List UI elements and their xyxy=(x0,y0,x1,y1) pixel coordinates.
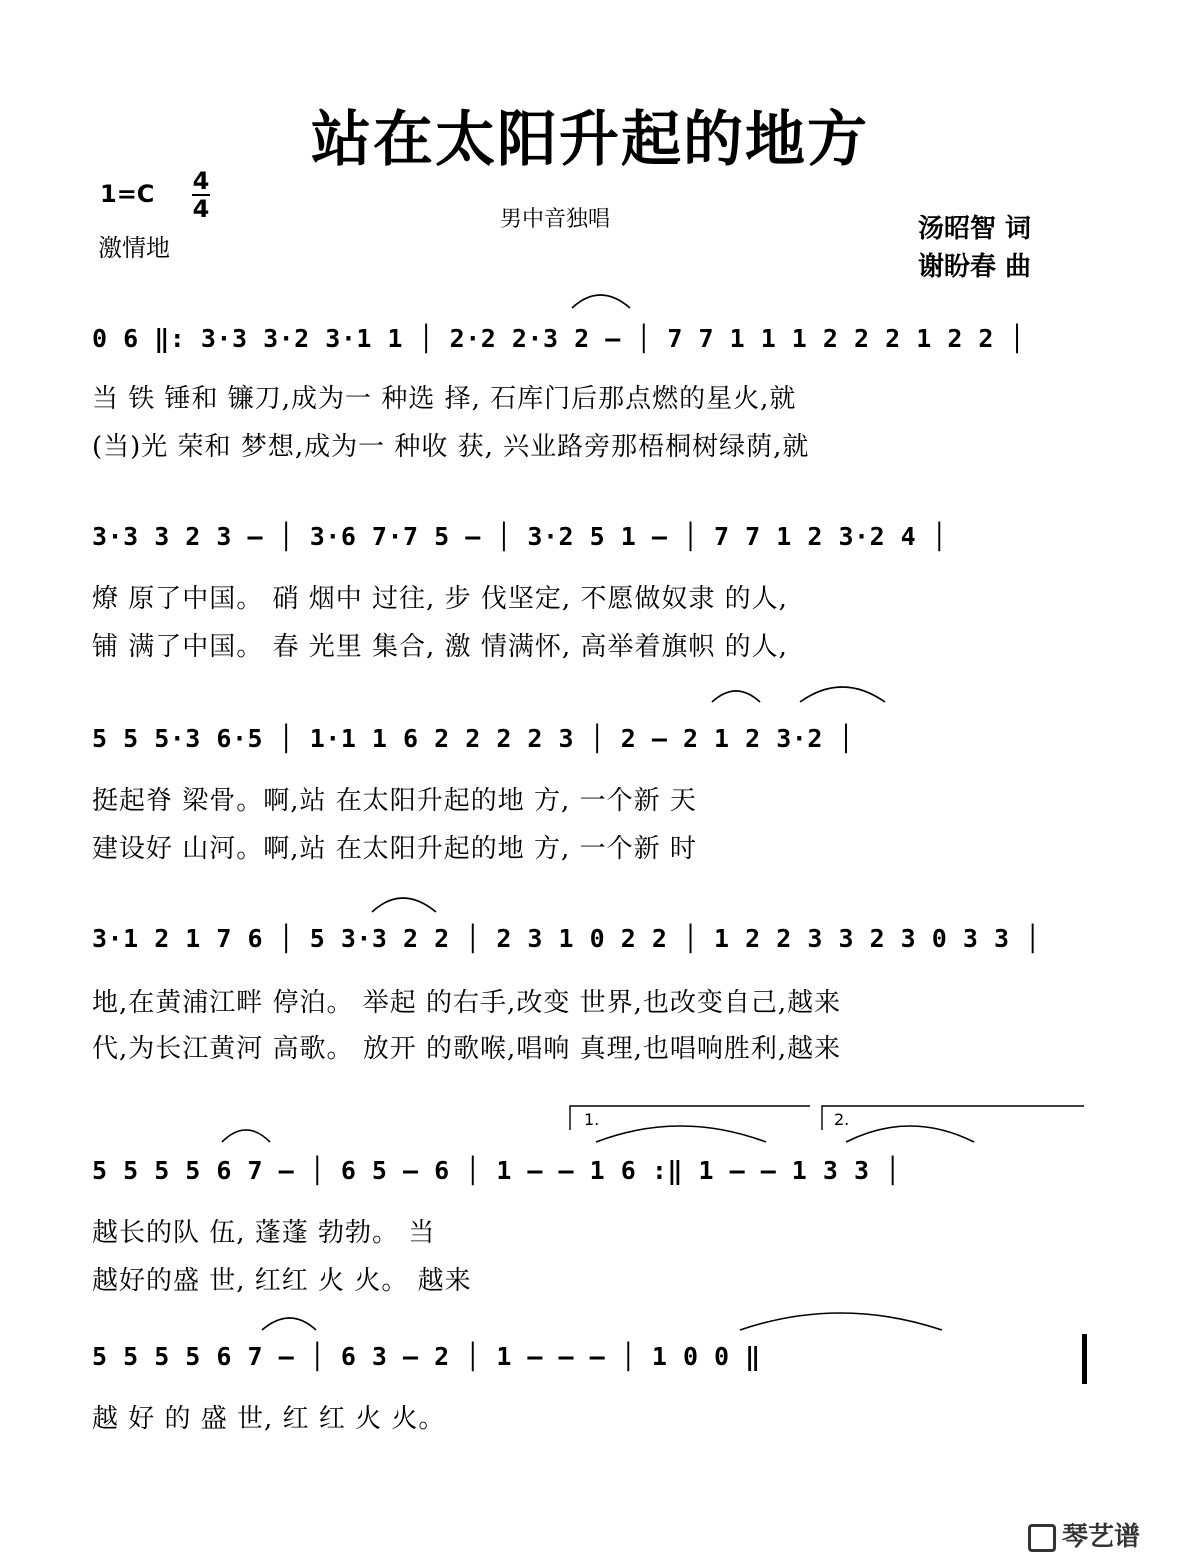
score-row-3 xyxy=(92,714,1092,764)
lyric-line-5b: 越好的盛 世, 红红 火 火。 越来 xyxy=(92,1266,472,1296)
notation-line: 5 5 5·3 6·5 │ 1·1 1 6 2 2 2 2 3 │ 2 – 2 1 2 3·2 │ xyxy=(92,724,855,753)
lyric-line-5a: 越长的队 伍, 蓬蓬 勃勃。 当 xyxy=(92,1218,436,1248)
volta-2-bracket xyxy=(822,1106,1084,1130)
slur xyxy=(262,1318,316,1330)
lyric-line-6a: 越 好 的 盛 世, 红 红 火 火。 xyxy=(92,1404,446,1434)
tempo-marking: 激情地 xyxy=(98,234,170,262)
slur xyxy=(222,1130,270,1142)
score-row-4 xyxy=(92,914,1092,964)
notation-line: 5 5 5 5 6 7 – │ 6 5 – 6 │ 1 – – 1 6 :‖ 1 – – 1 3 3 │ xyxy=(92,1156,901,1185)
time-signature-bottom: 4 xyxy=(192,195,210,223)
volta-2-label: 2. xyxy=(834,1110,850,1129)
notation-line: 3·3 3 2 3 – │ 3·6 7·7 5 – │ 3·2 5 1 – │ 7 7 1 2 3·2 4 │ xyxy=(92,522,948,551)
slur xyxy=(712,691,760,702)
notation-line: 3·1 2 1 7 6 │ 5 3·3 2 2 │ 2 3 1 0 2 2 │ 1 2 2 3 3 2 3 0 3 3 │ xyxy=(92,924,1041,953)
volta-1-label: 1. xyxy=(584,1110,600,1129)
time-signature-top: 4 xyxy=(192,167,210,195)
slur xyxy=(596,1126,766,1142)
lyric-line-1a: 当 铁 锤和 镰刀,成为一 种选 择, 石库门后那点燃的星火,就 xyxy=(92,384,797,414)
notation-line: 5 5 5 5 6 7 – │ 6 3 – 2 │ 1 – – – │ 1 0 0 ‖ xyxy=(92,1342,761,1371)
score-row-2 xyxy=(92,512,1092,562)
slur xyxy=(800,687,885,702)
lyric-line-4a: 地,在黄浦江畔 停泊。 举起 的右手,改变 世界,也改变自己,越来 xyxy=(92,988,842,1018)
logo-icon xyxy=(1028,1524,1056,1552)
lyric-line-4b: 代,为长江黄河 高歌。 放开 的歌喉,唱响 真理,也唱响胜利,越来 xyxy=(92,1034,842,1064)
song-title: 站在太阳升起的地方 xyxy=(311,105,869,175)
score-row-6 xyxy=(92,1332,1092,1382)
slur xyxy=(846,1126,974,1142)
performance-note: 男中音独唱 xyxy=(500,207,611,232)
key-signature: 1=C xyxy=(100,180,155,208)
composer-credit: 谢盼春 曲 xyxy=(918,252,1032,282)
lyric-line-3a: 挺起脊 梁骨。啊,站 在太阳升起的地 方, 一个新 天 xyxy=(92,786,697,816)
lyric-line-3b: 建设好 山河。啊,站 在太阳升起的地 方, 一个新 时 xyxy=(92,834,697,864)
score-row-5 xyxy=(92,1146,1092,1196)
lyric-line-2a: 燎 原了中国。 硝 烟中 过往, 步 伐坚定, 不愿做奴隶 的人, xyxy=(92,584,788,614)
slur xyxy=(572,295,630,308)
slur xyxy=(740,1313,942,1330)
notation-line: 0 6 ‖: 3·3 3·2 3·1 1 │ 2·2 2·3 2 – │ 7 7 1 1 1 2 2 2 1 2 2 │ xyxy=(92,324,1026,353)
lyric-line-2b: 铺 满了中国。 春 光里 集合, 激 情满怀, 高举着旗帜 的人, xyxy=(92,632,788,662)
watermark xyxy=(1028,1516,1140,1553)
slur xyxy=(372,898,436,912)
lyric-line-1b: (当)光 荣和 梦想,成为一 种收 获, 兴业路旁那梧桐树绿荫,就 xyxy=(92,432,810,462)
lyricist-credit: 汤昭智 词 xyxy=(918,214,1032,244)
watermark-text: 琴艺谱 xyxy=(1061,1522,1140,1552)
